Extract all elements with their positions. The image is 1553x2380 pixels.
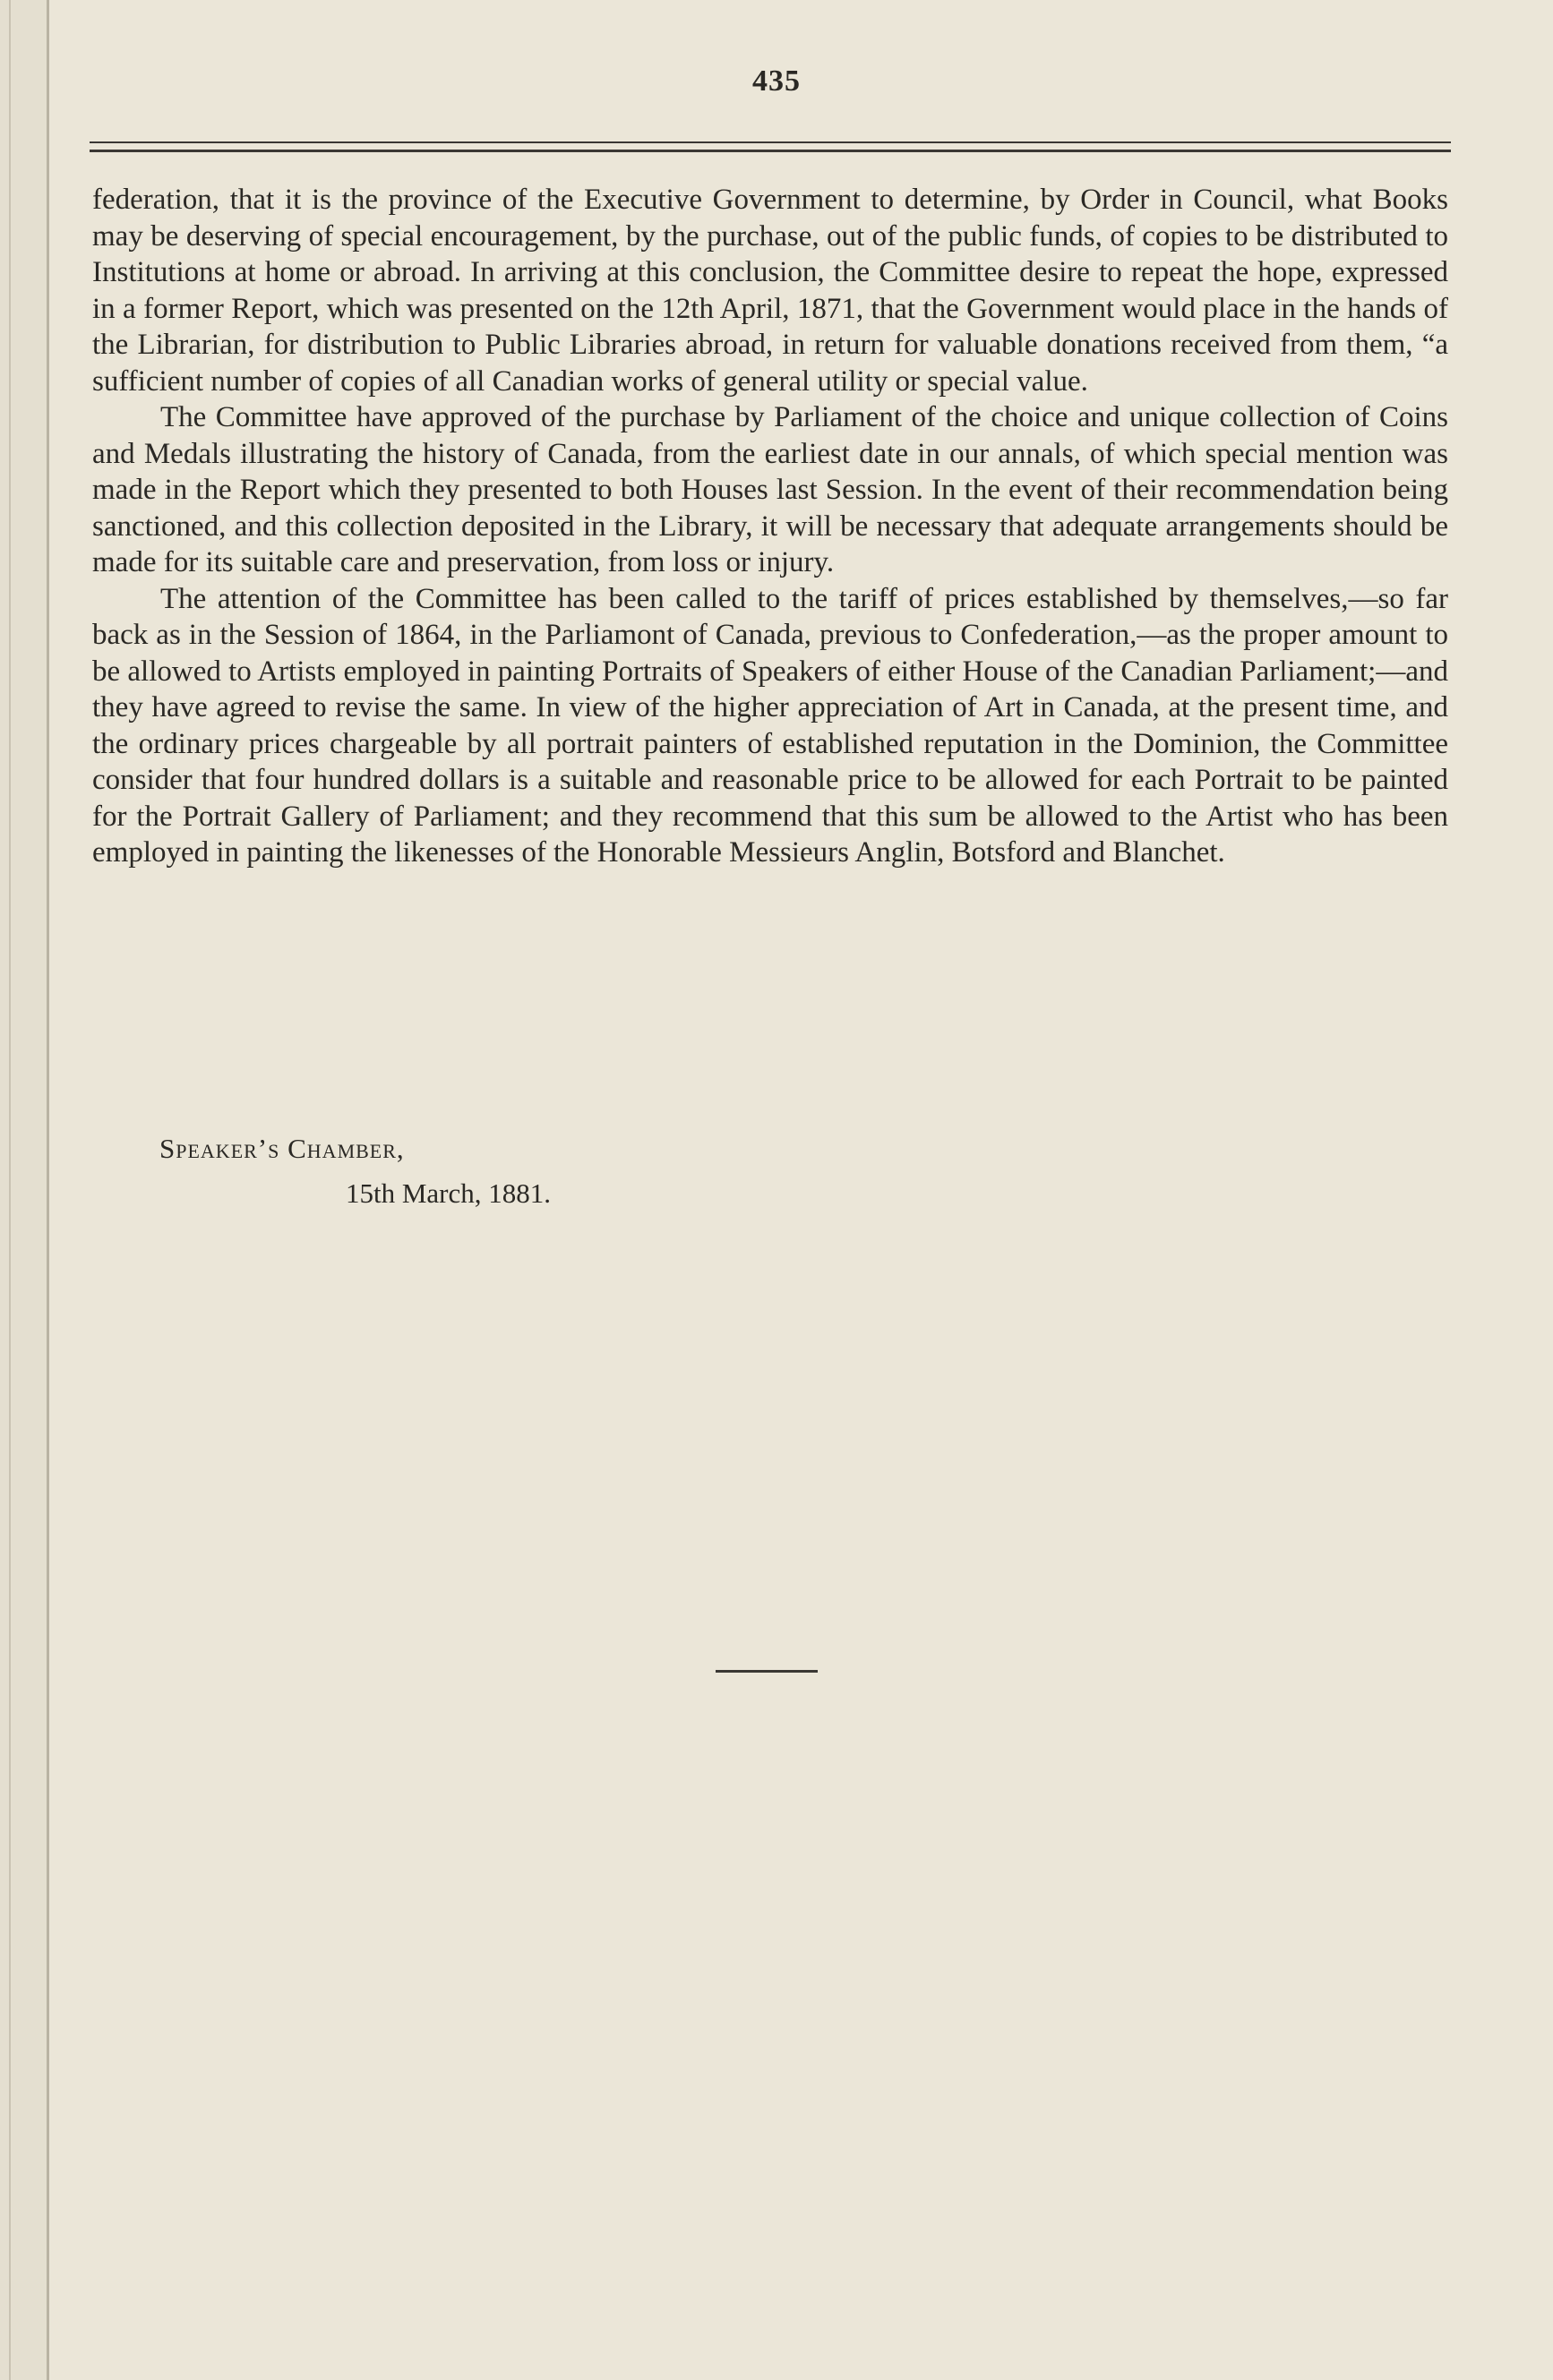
- signature-date: 15th March, 1881.: [346, 1177, 552, 1209]
- header-rule-bottom: [90, 150, 1451, 152]
- signature-block: [159, 1131, 551, 1211]
- paragraph-2: The Committee have approved of the purchase by Parliament of the choice and unique collection of Coins and Medals illustrating the history of Canada, from the earliest date in our annals, of which special mention was made in the Report which they presented to both Houses last Session. In the event of their recommendation being sanctioned, and this collection deposited in the Library, it will be necessary that adequate arrangements should be made for its suitable care and preservation, from loss or injury.: [92, 401, 1448, 578]
- paragraph-1: federation, that it is the province of the Executive Government to determine, by Order in Council, what Books may be deserving of special encouragement, by the purchase, out of the public funds, of copies to be distributed to Institutions at home or abroad. In arriving at this conclusion, the Committee desire to repeat the hope, expressed in a former Report, which was presented on the 12th April, 1871, that the Government would place in the hands of the Librarian, for distribution to Public Libraries abroad, in return for valuable donations received from them, “a sufficient number of copies of all Canadian works of general utility or special value.: [92, 184, 1448, 398]
- binding-gutter: [0, 0, 49, 2380]
- end-rule: [716, 1670, 818, 1673]
- paragraph-3: The attention of the Committee has been called to the tariff of prices established by themselves,—so far back as in the Session of 1864, in the Parliamont of Canada, previous to Confederation,—as the proper amount to be allowed to Artists employed in painting Portraits of Speakers of either House of the Canadian Parliament;—and they have agreed to revise the same. In view of the higher appreciation of Art in Canada, at the present time, and the ordinary prices chargeable by all portrait painters of established reputation in the Dominion, the Committee consider that four hundred dollars is a suitable and reasonable price to be allowed for each Portrait to be painted for the Portrait Gallery of Parliament; and they recommend that this sum be allowed to the Artist who has been employed in painting the likenesses of the Honorable Messieurs Anglin, Botsford and Blanchet.: [92, 582, 1448, 869]
- gutter-edge-line: [9, 0, 11, 2380]
- header-rule-top: [90, 141, 1451, 143]
- page-number: 435: [752, 64, 801, 98]
- signature-place: Speaker’s Chamber,: [159, 1133, 405, 1164]
- body-text: [92, 182, 1448, 871]
